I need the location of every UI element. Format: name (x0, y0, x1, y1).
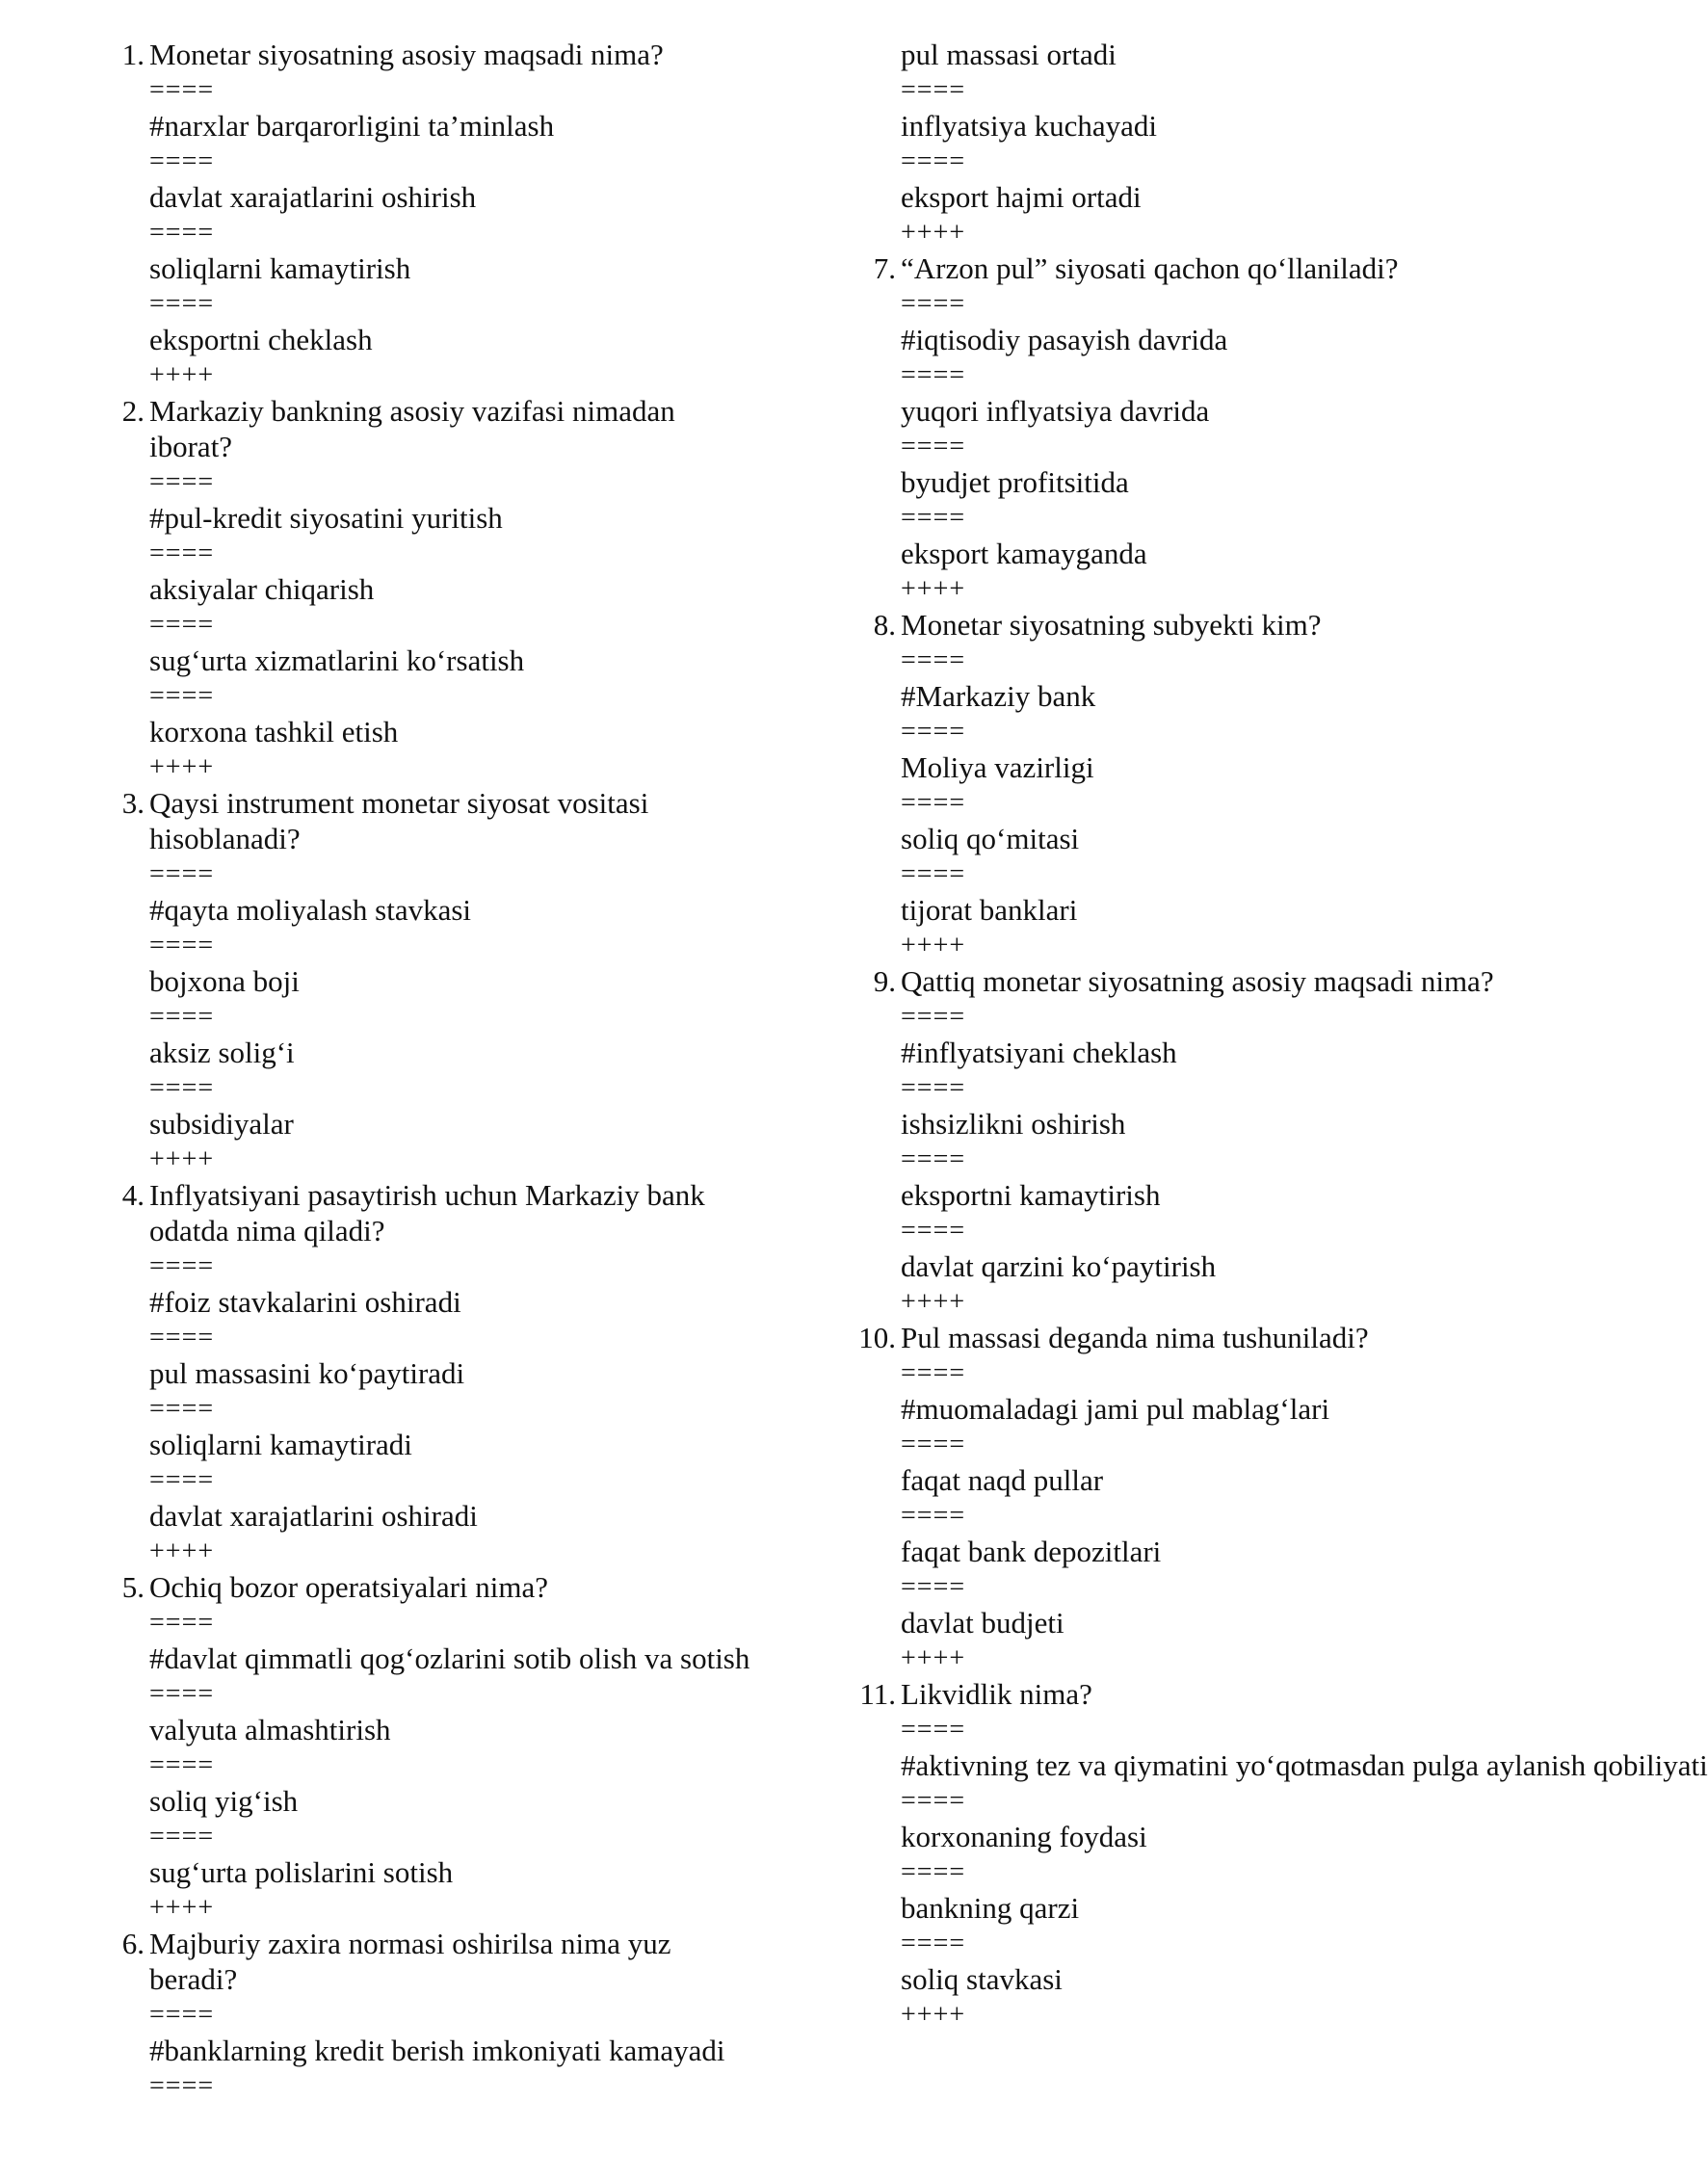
answer-separator: ==== (901, 645, 966, 675)
correct-answer: #narxlar barqarorligini ta’minlash (149, 109, 555, 143)
answer-separator: ==== (149, 931, 215, 960)
answer-option: pul massasi ortadi (901, 38, 1117, 71)
question-number: 9. (873, 964, 896, 998)
answer-separator: ==== (149, 1679, 215, 1709)
answer-option: aksiyalar chiqarish (149, 572, 375, 606)
answer-separator: ==== (149, 1608, 215, 1638)
question-end-marker: ++++ (149, 1893, 215, 1923)
correct-answer: #iqtisodiy pasayish davrida (901, 323, 1228, 356)
answer-separator: ==== (149, 1394, 215, 1424)
question-end-marker: ++++ (901, 1643, 966, 1673)
question-number: 6. (121, 1927, 145, 1960)
answer-separator: ==== (149, 1073, 215, 1103)
question-continuation (848, 37, 1522, 250)
answer-option: tijorat banklari (901, 893, 1078, 927)
answer-separator: ==== (149, 1465, 215, 1495)
left-column (96, 37, 761, 2104)
question-end-marker: ++++ (901, 574, 966, 604)
question-block (848, 607, 1522, 963)
answer-option: davlat xarajatlarini oshirish (149, 180, 477, 214)
question-block (96, 393, 761, 785)
correct-answer: #aktivning tez va qiymatini yo‘qotmasdan pulga aylanish qobiliyati (901, 1748, 1708, 1782)
question-text: Monetar siyosatning subyekti kim? (901, 608, 1322, 642)
answer-option: soliqlarni kamaytiradi (149, 1428, 412, 1461)
answer-separator: ==== (149, 1002, 215, 1032)
question-block (96, 785, 761, 1177)
answer-separator: ==== (901, 289, 966, 319)
answer-separator: ==== (901, 859, 966, 889)
question-text: “Arzon pul” siyosati qachon qo‘llaniladi? (901, 251, 1399, 285)
question-end-marker: ++++ (901, 2000, 966, 2030)
correct-answer: #muomaladagi jami pul mablag‘lari (901, 1392, 1330, 1426)
correct-answer: #davlat qimmatli qog‘ozlarini sotib olish va sotish (149, 1641, 750, 1675)
question-text: Qaysi instrument monetar siyosat vositasi hisoblanadi? (149, 786, 649, 855)
correct-answer: #qayta moliyalash stavkasi (149, 893, 472, 927)
question-block (848, 963, 1522, 1320)
answer-option: korxonaning foydasi (901, 1820, 1147, 1853)
question-text: Markaziy bankning asosiy vazifasi nimadan iborat? (149, 394, 675, 463)
answer-separator: ==== (149, 1822, 215, 1851)
answer-option: soliq qo‘mitasi (901, 822, 1080, 855)
right-column (848, 37, 1708, 2033)
answer-separator: ==== (149, 2000, 215, 2030)
question-block (96, 1926, 761, 2104)
answer-option: eksportni kamaytirish (901, 1178, 1161, 1212)
answer-option: bankning qarzi (901, 1891, 1080, 1925)
question-end-marker: ++++ (149, 752, 215, 782)
answer-option: yuqori inflyatsiya davrida (901, 394, 1210, 428)
question-block (848, 1676, 1708, 2033)
answer-option: subsidiyalar (149, 1107, 294, 1141)
question-text: Inflyatsiyani pasaytirish uchun Markaziy bank odatda nima qiladi? (149, 1178, 705, 1247)
answer-separator: ==== (901, 717, 966, 747)
answer-separator: ==== (901, 503, 966, 533)
question-block (848, 1320, 1522, 1676)
answer-option: pul massasini ko‘paytiradi (149, 1356, 465, 1390)
answer-separator: ==== (149, 218, 215, 248)
question-text: Monetar siyosatning asosiy maqsadi nima? (149, 38, 664, 71)
answer-option: faqat bank depozitlari (901, 1535, 1162, 1568)
question-number: 1. (121, 38, 145, 71)
answer-option: eksportni cheklash (149, 323, 373, 356)
answer-separator: ==== (901, 1358, 966, 1388)
answer-option: davlat xarajatlarini oshiradi (149, 1499, 478, 1533)
question-number: 10. (858, 1321, 896, 1354)
question-end-marker: ++++ (901, 1287, 966, 1317)
question-number: 7. (873, 251, 896, 285)
answer-separator: ==== (149, 610, 215, 640)
answer-separator: ==== (149, 467, 215, 497)
answer-option: eksport hajmi ortadi (901, 180, 1142, 214)
answer-option: soliq stavkasi (901, 1962, 1063, 1996)
answer-separator: ==== (149, 1323, 215, 1352)
question-number: 5. (121, 1570, 145, 1604)
answer-separator: ==== (901, 788, 966, 818)
answer-separator: ==== (901, 1144, 966, 1174)
answer-separator: ==== (149, 538, 215, 568)
answer-separator: ==== (901, 1857, 966, 1887)
answer-separator: ==== (901, 360, 966, 390)
question-end-marker: ++++ (149, 1144, 215, 1174)
question-text: Majburiy zaxira normasi oshirilsa nima yuz beradi? (149, 1927, 671, 1996)
answer-option: davlat budjeti (901, 1606, 1064, 1640)
answer-separator: ==== (149, 1251, 215, 1281)
question-text: Pul massasi deganda nima tushuniladi? (901, 1321, 1369, 1354)
answer-separator: ==== (901, 1216, 966, 1246)
question-number: 3. (121, 786, 145, 820)
answer-option: aksiz solig‘i (149, 1036, 295, 1069)
answer-option: faqat naqd pullar (901, 1463, 1104, 1497)
question-text: Likvidlik nima? (901, 1677, 1092, 1711)
correct-answer: #pul-kredit siyosatini yuritish (149, 501, 503, 535)
answer-option: soliq yig‘ish (149, 1784, 299, 1818)
answer-separator: ==== (149, 1750, 215, 1780)
answer-separator: ==== (149, 146, 215, 176)
answer-option: sug‘urta xizmatlarini ko‘rsatish (149, 643, 525, 677)
correct-answer: #inflyatsiyani cheklash (901, 1036, 1177, 1069)
answer-separator: ==== (901, 1929, 966, 1958)
question-text: Ochiq bozor operatsiyalari nima? (149, 1570, 549, 1604)
answer-separator: ==== (149, 75, 215, 105)
correct-answer: #Markaziy bank (901, 679, 1096, 713)
answer-separator: ==== (149, 859, 215, 889)
answer-option: Moliya vazirligi (901, 750, 1094, 784)
answer-option: byudjet profitsitida (901, 465, 1129, 499)
answer-separator: ==== (901, 1430, 966, 1459)
correct-answer: #banklarning kredit berish imkoniyati kamayadi (149, 2034, 725, 2067)
question-number: 2. (121, 394, 145, 428)
question-number: 4. (121, 1178, 145, 1212)
answer-option: ishsizlikni oshirish (901, 1107, 1126, 1141)
answer-separator: ==== (149, 289, 215, 319)
question-end-marker: ++++ (901, 931, 966, 960)
answer-option: soliqlarni kamaytirish (149, 251, 411, 285)
answer-separator: ==== (901, 75, 966, 105)
answer-separator: ==== (149, 681, 215, 711)
question-number: 11. (859, 1677, 896, 1711)
question-end-marker: ++++ (149, 1536, 215, 1566)
question-block (96, 37, 761, 393)
answer-option: eksport kamayganda (901, 537, 1147, 570)
answer-separator: ==== (901, 432, 966, 461)
answer-option: bojxona boji (149, 964, 300, 998)
answer-option: davlat qarzini ko‘paytirish (901, 1249, 1217, 1283)
answer-separator: ==== (901, 1572, 966, 1602)
question-block (848, 250, 1522, 607)
answer-option: inflyatsiya kuchayadi (901, 109, 1157, 143)
answer-separator: ==== (149, 2071, 215, 2101)
answer-separator: ==== (901, 1501, 966, 1531)
question-block (96, 1177, 761, 1569)
answer-separator: ==== (901, 1715, 966, 1745)
answer-separator: ==== (901, 1002, 966, 1032)
answer-option: sug‘urta polislarini sotish (149, 1855, 454, 1889)
answer-option: valyuta almashtirish (149, 1713, 391, 1746)
question-block (96, 1569, 761, 1926)
answer-separator: ==== (901, 146, 966, 176)
question-text: Qattiq monetar siyosatning asosiy maqsadi nima? (901, 964, 1494, 998)
correct-answer: #foiz stavkalarini oshiradi (149, 1285, 461, 1319)
question-end-marker: ++++ (901, 218, 966, 248)
answer-separator: ==== (901, 1073, 966, 1103)
answer-separator: ==== (901, 1786, 966, 1816)
answer-option: korxona tashkil etish (149, 715, 399, 748)
question-number: 8. (873, 608, 896, 642)
question-end-marker: ++++ (149, 360, 215, 390)
